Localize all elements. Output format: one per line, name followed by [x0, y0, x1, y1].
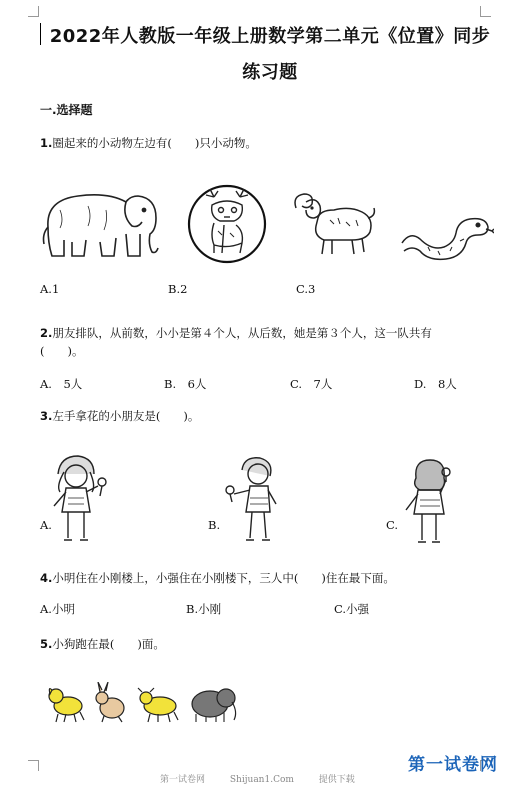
ox-icon: [138, 688, 178, 722]
question-number: 4.: [40, 571, 53, 585]
question-number: 1.: [40, 136, 53, 150]
question-number: 2.: [40, 326, 53, 340]
crop-mark-top-left: [28, 6, 39, 17]
q4-option-b[interactable]: B.小刚: [186, 602, 222, 616]
crop-mark-bottom-left: [28, 760, 39, 771]
question-text: 朋友排队，从前数，小小是第４个人，从后数，她是第３个人，这一队共有: [52, 326, 432, 340]
girl-icon: [220, 452, 290, 550]
crop-mark-top-right: [480, 6, 491, 17]
page-title: 2022年人教版一年级上册数学第二单元《位置》同步: [49, 26, 491, 47]
q2-option-b[interactable]: B. 6人: [164, 377, 207, 391]
girl-icon: [398, 452, 468, 550]
question-text: 小明住在小刚楼上，小强住在小刚楼下，三人中( )住在最下面。: [52, 571, 395, 585]
question-2: [40, 325, 432, 341]
q4-option-c[interactable]: C.小强: [334, 602, 370, 616]
rabbit-icon: [96, 682, 124, 722]
brand-watermark: 第一试卷网: [408, 755, 498, 775]
dog-icon: [49, 689, 84, 722]
q3-option-a[interactable]: A.: [40, 518, 52, 532]
question-text: 左手拿花的小朋友是( )。: [52, 409, 200, 423]
question-1: [40, 135, 257, 151]
question-text: 小狗跑在最( )面。: [52, 637, 165, 651]
q3-option-c[interactable]: C.: [386, 518, 399, 532]
q3-option-b[interactable]: B.: [208, 518, 221, 532]
question-5: [40, 636, 165, 652]
sheep-icon: [290, 188, 380, 260]
q2-option-a[interactable]: A. 5人: [40, 377, 83, 391]
section-heading: 一.选择题: [40, 103, 93, 117]
page-title-line2: 练习题: [242, 62, 298, 83]
snake-icon: [398, 205, 494, 263]
q2-option-d[interactable]: D. 8人: [414, 377, 457, 391]
footer-note: 提供下载: [318, 775, 355, 785]
girl-icon: [46, 452, 116, 550]
elephant-icon: [192, 689, 236, 722]
footer-site-name: 第一试卷网: [160, 775, 206, 785]
question-3: [40, 408, 199, 424]
q1-option-c[interactable]: C.3: [296, 282, 316, 296]
elephant-icon: [38, 182, 168, 262]
animal-row: [46, 682, 246, 726]
deer-icon: [184, 183, 270, 265]
question-number: 3.: [40, 409, 53, 423]
q4-option-a[interactable]: A.小明: [40, 602, 75, 616]
footer-site-url: Shijuan1.Com: [229, 775, 294, 785]
question-number: 5.: [40, 637, 53, 651]
q2-option-c[interactable]: C. 7人: [290, 377, 333, 391]
q1-option-b[interactable]: B.2: [168, 282, 188, 296]
q1-option-a[interactable]: A.1: [40, 282, 60, 296]
question-4: [40, 570, 395, 586]
question-2-line2: ( )。: [40, 344, 84, 358]
footer: [160, 772, 377, 785]
question-text: 圈起来的小动物左边有( )只小动物。: [52, 136, 257, 150]
